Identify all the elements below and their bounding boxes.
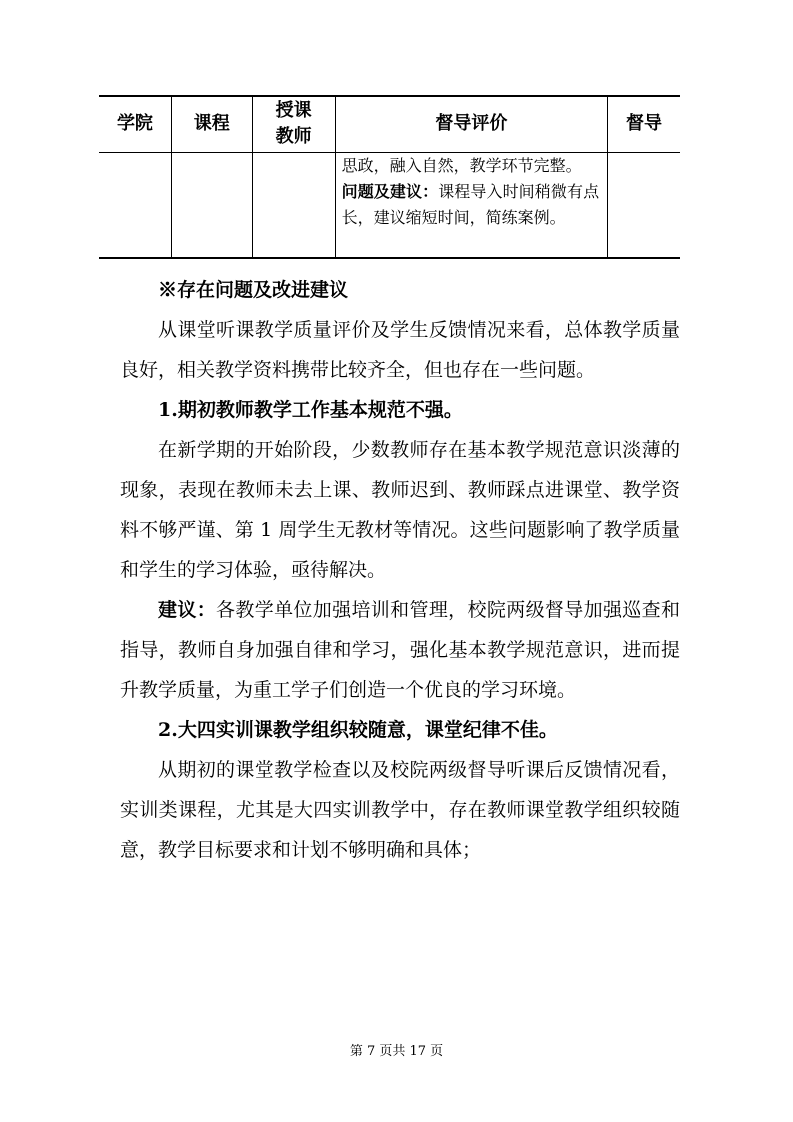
supervision-table (99, 95, 680, 259)
eval-line1: 思政，融入自然，教学环节完整。 (341, 155, 582, 175)
cell-college (99, 152, 171, 258)
header-college: 学院 (99, 96, 171, 152)
page-footer: 第 7 页共 17 页 (349, 1044, 444, 1059)
problem1-suggestion (120, 590, 680, 710)
suggestion-label: 建议： (158, 599, 217, 621)
eval-problem-text: 课程导入时间稍微有点长，建议缩短时间，简练案例。 (341, 181, 600, 227)
cell-teacher (252, 152, 335, 258)
problem2-paragraph: 从期初的课堂教学检查以及校院两级督导听课后反馈情况看，实训类课程，尤其是大四实训教学中，存在教师课堂教学组织较随意，教学目标要求和计划不够明确和具体； (120, 759, 680, 861)
suggestion-text: 各教学单位加强培训和管理，校院两级督导加强巡查和指导，教师自身加强自律和学习，强化基本教学规范意识，进而提升教学质量，为重工学子们创造一个优良的学习环境。 (120, 599, 680, 701)
body-text (120, 270, 680, 870)
problem1-heading: 1.期初教师教学工作基本规范不强。 (158, 399, 463, 421)
cell-course (171, 152, 252, 258)
header-teacher (252, 96, 335, 152)
intro-paragraph: 从课堂听课教学质量评价及学生反馈情况来看，总体教学质量良好，相关教学资料携带比较齐全，但也存在一些问题。 (120, 319, 680, 381)
header-teacher-line2: 教师 (275, 126, 312, 148)
cell-evaluation (335, 152, 608, 258)
header-course: 课程 (171, 96, 252, 152)
header-teacher-line1: 授课 (275, 100, 312, 122)
problem2-heading: 2.大四实训课教学组织较随意，课堂纪律不佳。 (158, 719, 558, 741)
cell-supervisor (608, 152, 680, 258)
table-header-row (99, 96, 680, 152)
section-heading: ※存在问题及改进建议 (158, 279, 349, 301)
eval-problem-label: 问题及建议： (341, 181, 439, 201)
table-row (99, 152, 680, 258)
problem1-paragraph: 在新学期的开始阶段，少数教师存在基本教学规范意识淡薄的现象，表现在教师未去上课、教师迟到、教师踩点进课堂、教学资料不够严谨、第 1 周学生无教材等情况。这些问题影响了教学质量和学生的学习体验，亟待解决。 (120, 439, 680, 581)
header-evaluation: 督导评价 (335, 96, 608, 152)
header-supervisor: 督导 (608, 96, 680, 152)
